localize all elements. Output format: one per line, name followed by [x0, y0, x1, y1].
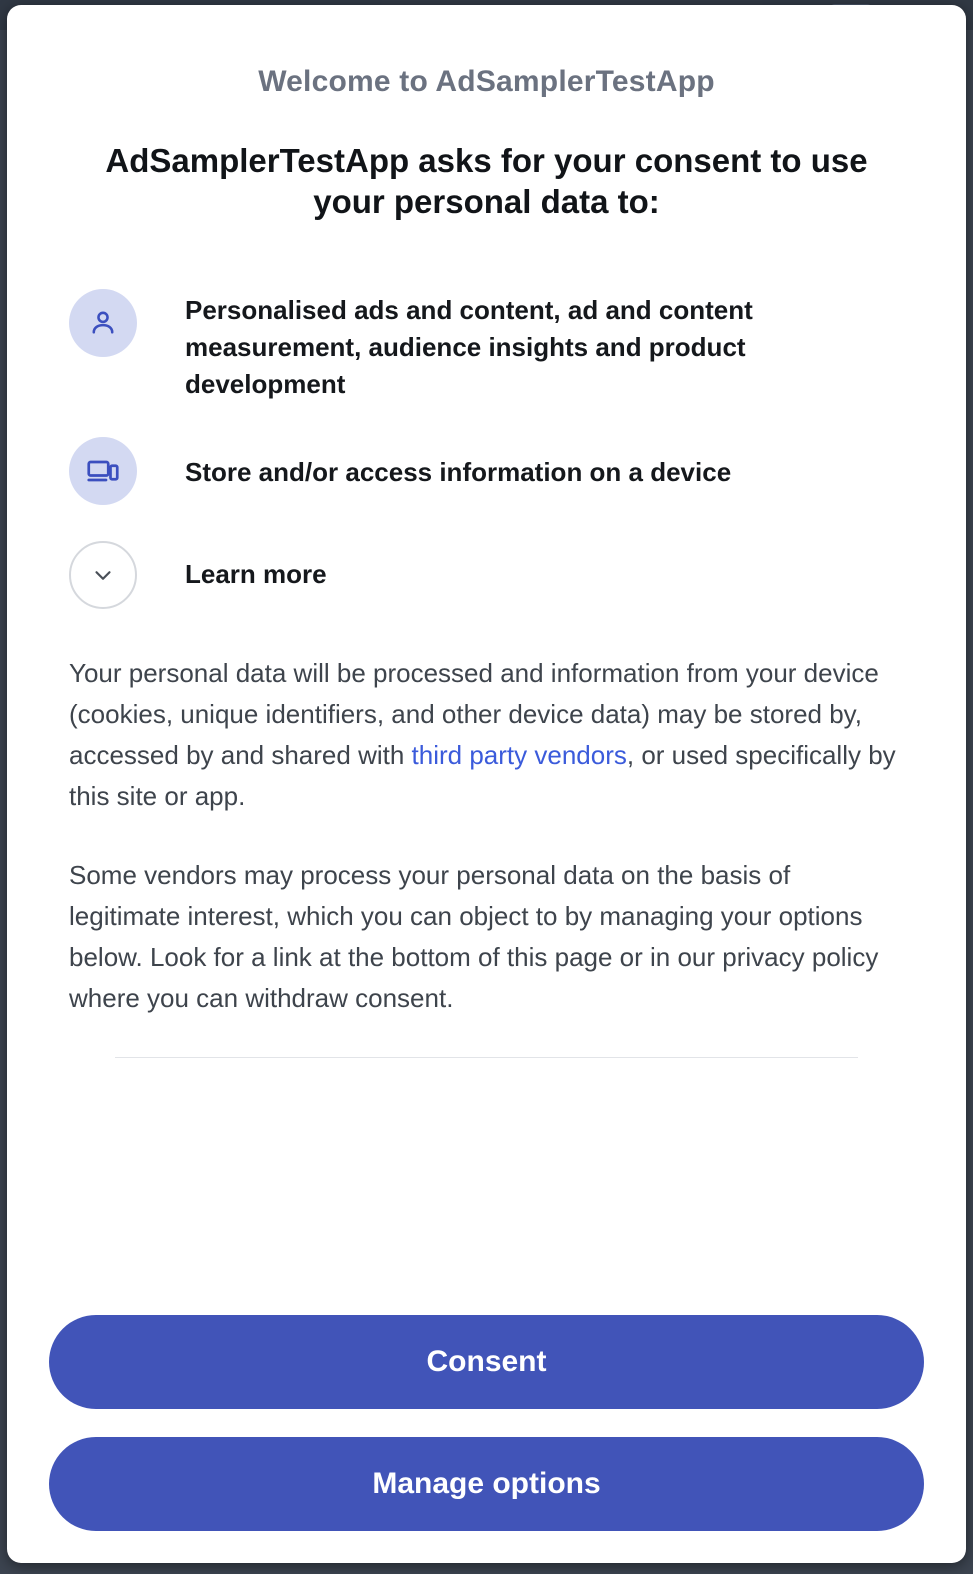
consent-paragraph-1 [69, 653, 904, 817]
paragraph-1-text-before: Your personal data will be processed and information from your device (cookies, unique identifiers, and other device data) may be stored by, accessed by and shared with [69, 657, 879, 770]
consent-paragraph-2: Some vendors may process your personal data on the basis of legitimate interest, which you can object to by managing your options below. Look for a link at the bottom of this page or in our privacy policy where you can withdraw consent. [69, 859, 879, 1014]
purpose-row-personalised-ads [69, 289, 904, 403]
learn-more-toggle[interactable] [69, 541, 904, 609]
third-party-vendors-link[interactable]: third party vendors [411, 739, 627, 770]
person-icon [69, 289, 137, 357]
consent-button[interactable]: Consent [49, 1315, 924, 1409]
dialog-actions [7, 1281, 966, 1563]
divider [115, 1057, 858, 1058]
consent-headline: AdSamplerTestApp asks for your consent to use your personal data to: [105, 142, 868, 220]
purpose-row-store-access [69, 437, 904, 505]
devices-icon [69, 437, 137, 505]
consent-dialog-content [7, 5, 966, 1281]
purpose-label: Personalised ads and content, ad and content measurement, audience insights and product development [185, 294, 753, 399]
purpose-label: Store and/or access information on a device [185, 456, 732, 487]
manage-options-button[interactable]: Manage options [49, 1437, 924, 1531]
paragraph-1-text-after: , or used specifically by this site or app. [69, 739, 896, 811]
welcome-title: Welcome to AdSamplerTestApp [258, 65, 715, 98]
chevron-down-icon[interactable] [69, 541, 137, 609]
consent-dialog [7, 5, 966, 1563]
learn-more-label: Learn more [185, 559, 327, 590]
